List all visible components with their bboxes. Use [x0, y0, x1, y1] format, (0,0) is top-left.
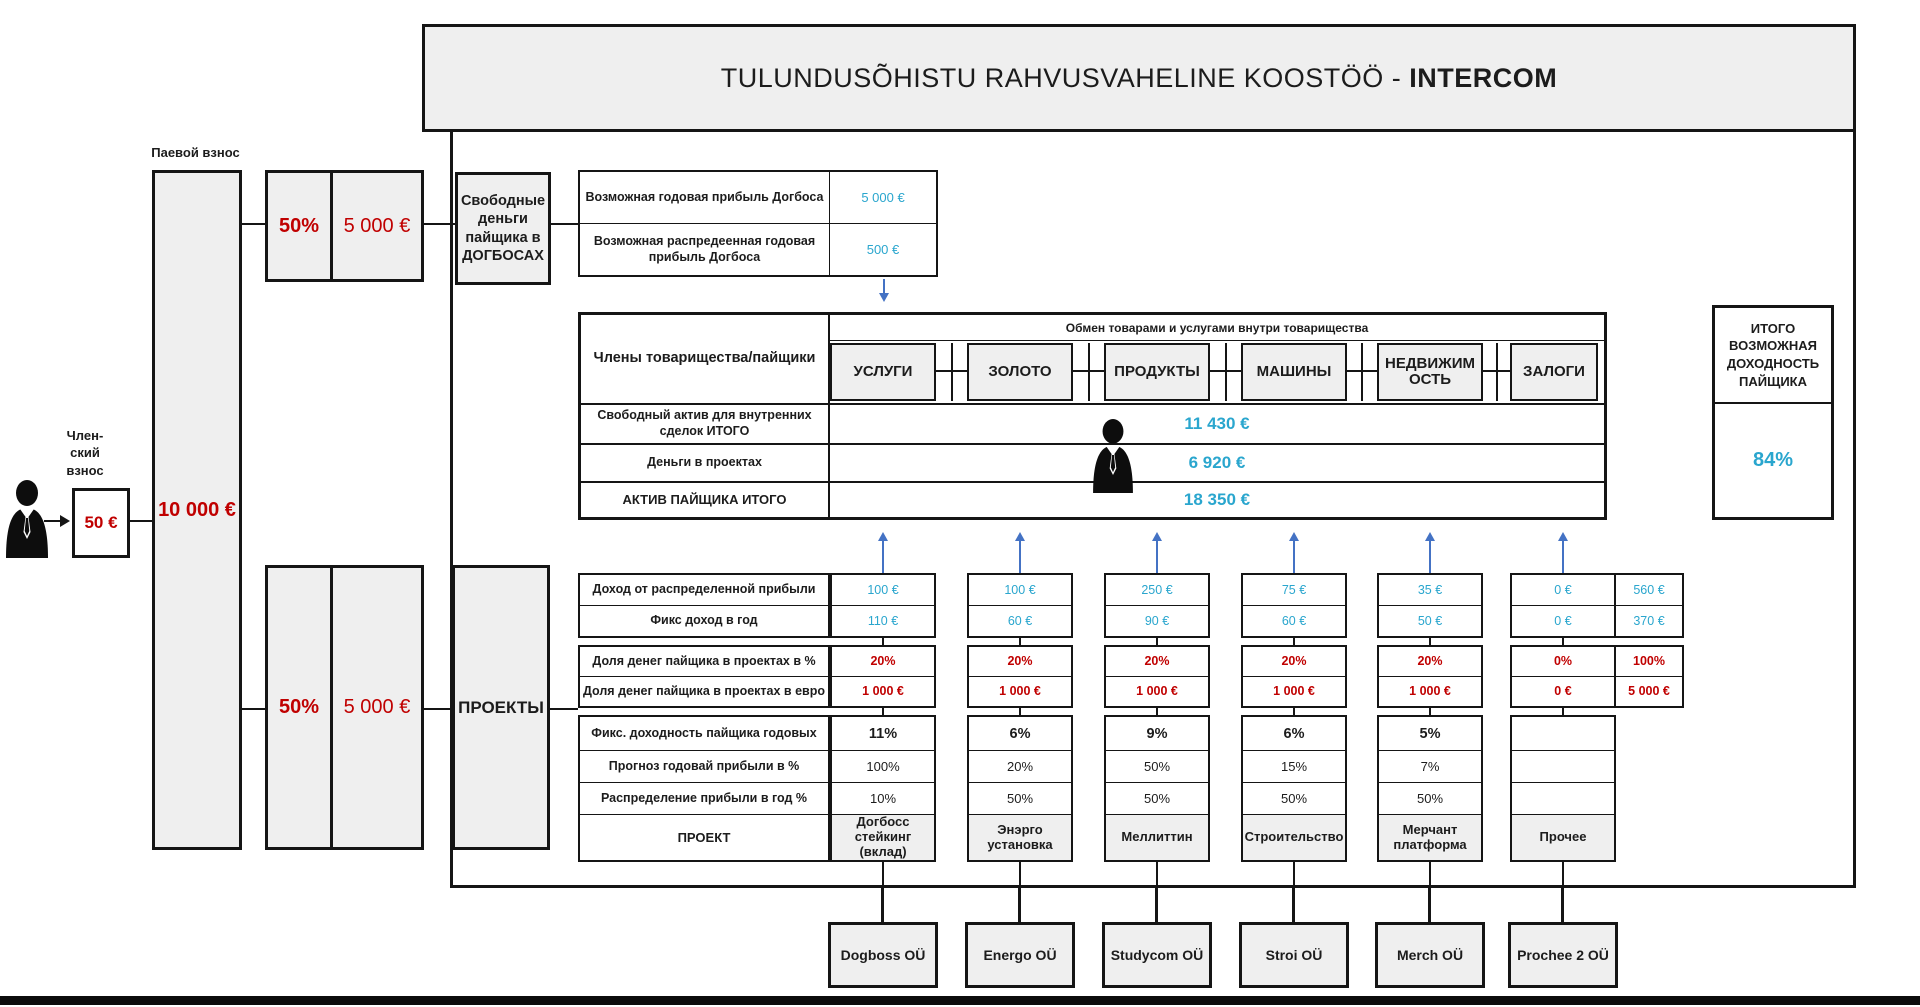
- share-eur-value: 1 000 €: [1273, 684, 1315, 699]
- share-col-5: [1377, 645, 1483, 708]
- member-fee-box: 50 €: [72, 488, 130, 558]
- metrics-col-5: [1377, 715, 1483, 862]
- up-arrow-icon: [1424, 527, 1436, 573]
- connector-line: [1225, 343, 1227, 401]
- company-box-stroi: Stroi OÜ: [1239, 922, 1349, 988]
- project-name: Строительство: [1243, 815, 1345, 860]
- table-row: [580, 172, 936, 224]
- connector-line: [1496, 343, 1498, 401]
- table-row: [580, 224, 936, 275]
- title-box: [422, 24, 1856, 132]
- fix-income-value: 60 €: [1007, 613, 1033, 628]
- connector-line: [1019, 861, 1021, 889]
- share-labels-box: [578, 645, 830, 708]
- connector-line: [1088, 343, 1090, 401]
- share-col-6: [1510, 645, 1616, 708]
- fix-income-value: 90 €: [1144, 613, 1170, 628]
- income-col-2: [967, 573, 1073, 638]
- row-label: ПРОЕКТ: [677, 829, 731, 845]
- fix-yield-value: 11%: [832, 717, 934, 751]
- row-label: Доля денег пайщика в проектах в евро: [582, 683, 825, 698]
- connector-line: [1293, 861, 1295, 889]
- free-money-box: Свободные деньги пайщика в ДОГБОСАХ: [455, 172, 551, 285]
- connector-line: [1361, 343, 1363, 401]
- connector-line: [1561, 888, 1564, 923]
- connector-line: [1428, 888, 1431, 923]
- category-uslugi: УСЛУГИ: [830, 343, 936, 401]
- up-arrow-icon: [1151, 527, 1163, 573]
- share-pct-value: 20%: [969, 647, 1071, 677]
- metrics-col-3: [1104, 715, 1210, 862]
- category-zoloto: ЗОЛОТО: [967, 343, 1073, 401]
- row-label: АКТИВ ПАЙЩИКА ИТОГО: [622, 491, 787, 507]
- metrics-col-2: [967, 715, 1073, 862]
- connector-line: [1155, 888, 1158, 923]
- exchange-header: Обмен товарами и услугами внутри товарищества: [830, 315, 1604, 341]
- share-pct-value: 0%: [1512, 647, 1614, 677]
- connector-line: [130, 520, 152, 522]
- profit-distribution-value: 50%: [1379, 783, 1481, 816]
- down-arrow-icon: [878, 279, 890, 307]
- connector-line: [1018, 888, 1021, 923]
- company-box-dogboss: Dogboss OÜ: [828, 922, 938, 988]
- shareholder-person-icon: [1086, 419, 1140, 493]
- company-box-studycom: Studycom OÜ: [1102, 922, 1212, 988]
- project-name: Догбосс стейкинг (вклад): [832, 815, 934, 860]
- connector-line: [881, 888, 884, 923]
- fix-yield-value: 6%: [1243, 717, 1345, 751]
- fix-income-value: 110 €: [867, 613, 899, 628]
- connector-line: [548, 708, 578, 710]
- dist-income-value: 35 €: [1379, 575, 1481, 606]
- project-name: Энэрго установка: [969, 815, 1071, 860]
- dist-income-value: 100 €: [832, 575, 934, 606]
- row-label: Возможная распредеенная годовая прибыль Догбоса: [580, 224, 830, 275]
- split-top-amount-box: 5 000 €: [330, 170, 424, 282]
- up-arrow-icon: [1288, 527, 1300, 573]
- share-eur-value: 1 000 €: [999, 684, 1041, 699]
- connector-line: [882, 861, 884, 889]
- share-pct-total: 100%: [1616, 647, 1682, 677]
- fix-yield-value: 5%: [1379, 717, 1481, 751]
- profit-distribution-value: 50%: [1106, 783, 1208, 816]
- share-eur-value: 1 000 €: [1136, 684, 1178, 699]
- fix-yield-value: 6%: [969, 717, 1071, 751]
- connector-line: [242, 708, 265, 710]
- share-contribution-label: Паевой взнос: [151, 145, 240, 161]
- share-pct-value: 20%: [832, 647, 934, 677]
- connector-line: [424, 223, 455, 225]
- share-pct-value: 20%: [1243, 647, 1345, 677]
- income-col-1: [830, 573, 936, 638]
- project-name: Меллиттин: [1106, 815, 1208, 860]
- row-label: Свободный актив для внутренних сделок ИТОГО: [597, 408, 812, 438]
- income-col-4: [1241, 573, 1347, 638]
- metrics-col-6: [1510, 715, 1616, 862]
- connector-line: [242, 223, 265, 225]
- dist-income-total: 560 €: [1616, 575, 1682, 606]
- up-arrow-icon: [877, 527, 889, 573]
- category-zalogi: ЗАЛОГИ: [1510, 343, 1598, 401]
- connector-line: [424, 708, 452, 710]
- member-fee-label: Член-ский взнос: [66, 427, 104, 478]
- title-brand: INTERCOM: [1409, 62, 1558, 93]
- connector-line: [1429, 861, 1431, 889]
- row-value: 500 €: [866, 242, 900, 257]
- title-text: TULUNDUSÕHISTU RAHVUSVAHELINE KOOSTÖÖ -: [720, 62, 1410, 93]
- income-col-6: [1510, 573, 1616, 638]
- row-label: Фикс доход в год: [650, 613, 758, 628]
- profit-forecast-value: 15%: [1243, 751, 1345, 783]
- profit-distribution-value: [1512, 783, 1614, 816]
- connector-line: [1483, 370, 1510, 372]
- row-value: 5 000 €: [861, 190, 905, 205]
- fix-income-value: 0 €: [1554, 613, 1572, 628]
- share-col-2: [967, 645, 1073, 708]
- connector-line: [1210, 370, 1241, 372]
- share-col-1: [830, 645, 936, 708]
- row-label: Доля денег пайщика в проектах в %: [580, 647, 828, 677]
- share-col-3: [1104, 645, 1210, 708]
- metrics-col-4: [1241, 715, 1347, 862]
- share-eur-value: 1 000 €: [1409, 684, 1451, 699]
- income-col-5: [1377, 573, 1483, 638]
- connector-line: [1073, 370, 1104, 372]
- members-label: Члены товарищества/пайщики: [593, 349, 816, 366]
- share-pct-value: 20%: [1379, 647, 1481, 677]
- share-pct-value: 20%: [1106, 647, 1208, 677]
- connector-line: [936, 370, 967, 372]
- fix-yield-value: [1512, 717, 1614, 751]
- row-label: Фикс. доходность пайщика годовых: [580, 717, 828, 751]
- profit-forecast-value: [1512, 751, 1614, 783]
- dist-income-value: 0 €: [1512, 575, 1614, 606]
- project-name: Прочее: [1512, 815, 1614, 860]
- profit-distribution-value: 50%: [969, 783, 1071, 816]
- connector-line: [1292, 888, 1295, 923]
- dist-income-value: 250 €: [1106, 575, 1208, 606]
- split-bottom-amount-box: 5 000 €: [330, 565, 424, 850]
- total-yield-box: [1712, 305, 1834, 520]
- dist-income-value: 100 €: [969, 575, 1071, 606]
- metrics-labels-box: [578, 715, 830, 862]
- share-contribution-box: 10 000 €: [152, 170, 242, 850]
- metrics-col-1: [830, 715, 936, 862]
- profit-forecast-value: 7%: [1379, 751, 1481, 783]
- row-label: Распределение прибыли в год %: [580, 783, 828, 816]
- row-value: 6 920 €: [1188, 453, 1246, 472]
- category-nedvizhimost: НЕДВИЖИМОСТЬ: [1377, 343, 1483, 401]
- bottom-bar: [0, 996, 1920, 1005]
- connector-line: [951, 343, 953, 401]
- connector-line: [1562, 861, 1564, 889]
- company-box-merch: Merch OÜ: [1375, 922, 1485, 988]
- profit-distribution-value: 10%: [832, 783, 934, 816]
- dist-income-value: 75 €: [1243, 575, 1345, 606]
- fix-income-value: 60 €: [1281, 613, 1307, 628]
- share-eur-total: 5 000 €: [1628, 684, 1670, 699]
- company-box-energo: Energo OÜ: [965, 922, 1075, 988]
- company-box-prochee: Prochee 2 OÜ: [1508, 922, 1618, 988]
- row-label: Прогноз годовай прибыли в %: [580, 751, 828, 783]
- profit-forecast-value: 100%: [832, 751, 934, 783]
- total-yield-value: 84%: [1752, 449, 1794, 471]
- fix-income-total: 370 €: [1633, 613, 1665, 628]
- up-arrow-icon: [1557, 527, 1569, 573]
- fix-yield-value: 9%: [1106, 717, 1208, 751]
- dogbos-profit-table: [578, 170, 938, 277]
- profit-forecast-value: 20%: [969, 751, 1071, 783]
- share-eur-value: 1 000 €: [862, 684, 904, 699]
- row-value: 11 430 €: [1184, 414, 1250, 433]
- income-col-3: [1104, 573, 1210, 638]
- fix-income-value: 50 €: [1417, 613, 1443, 628]
- row-value: 18 350 €: [1183, 490, 1251, 509]
- split-top-percent-box: 50%: [265, 170, 333, 282]
- profit-forecast-value: 50%: [1106, 751, 1208, 783]
- row-label: Возможная годовая прибыль Догбоса: [580, 172, 830, 223]
- connector-line: [1156, 861, 1158, 889]
- total-yield-label: ИТОГО ВОЗМОЖНАЯ ДОХОДНОСТЬ ПАЙЩИКА: [1715, 308, 1831, 404]
- up-arrow-icon: [1014, 527, 1026, 573]
- share-totals-box: [1614, 645, 1684, 708]
- project-name: Мерчант платформа: [1379, 815, 1481, 860]
- income-totals-box: [1614, 573, 1684, 638]
- projects-box: ПРОЕКТЫ: [452, 565, 550, 850]
- row-label: Деньги в проектах: [647, 455, 762, 470]
- category-produkty: ПРОДУКТЫ: [1104, 343, 1210, 401]
- share-eur-value: 0 €: [1554, 684, 1572, 699]
- income-labels-box: [578, 573, 830, 638]
- share-col-4: [1241, 645, 1347, 708]
- row-label: Доход от распределенной прибыли: [580, 575, 828, 606]
- category-mashiny: МАШИНЫ: [1241, 343, 1347, 401]
- member-arrow-icon: [44, 514, 72, 528]
- connector-line: [1347, 370, 1377, 372]
- split-bottom-percent-box: 50%: [265, 565, 333, 850]
- members-table: [578, 312, 1607, 520]
- profit-distribution-value: 50%: [1243, 783, 1345, 816]
- connector-line: [549, 223, 578, 225]
